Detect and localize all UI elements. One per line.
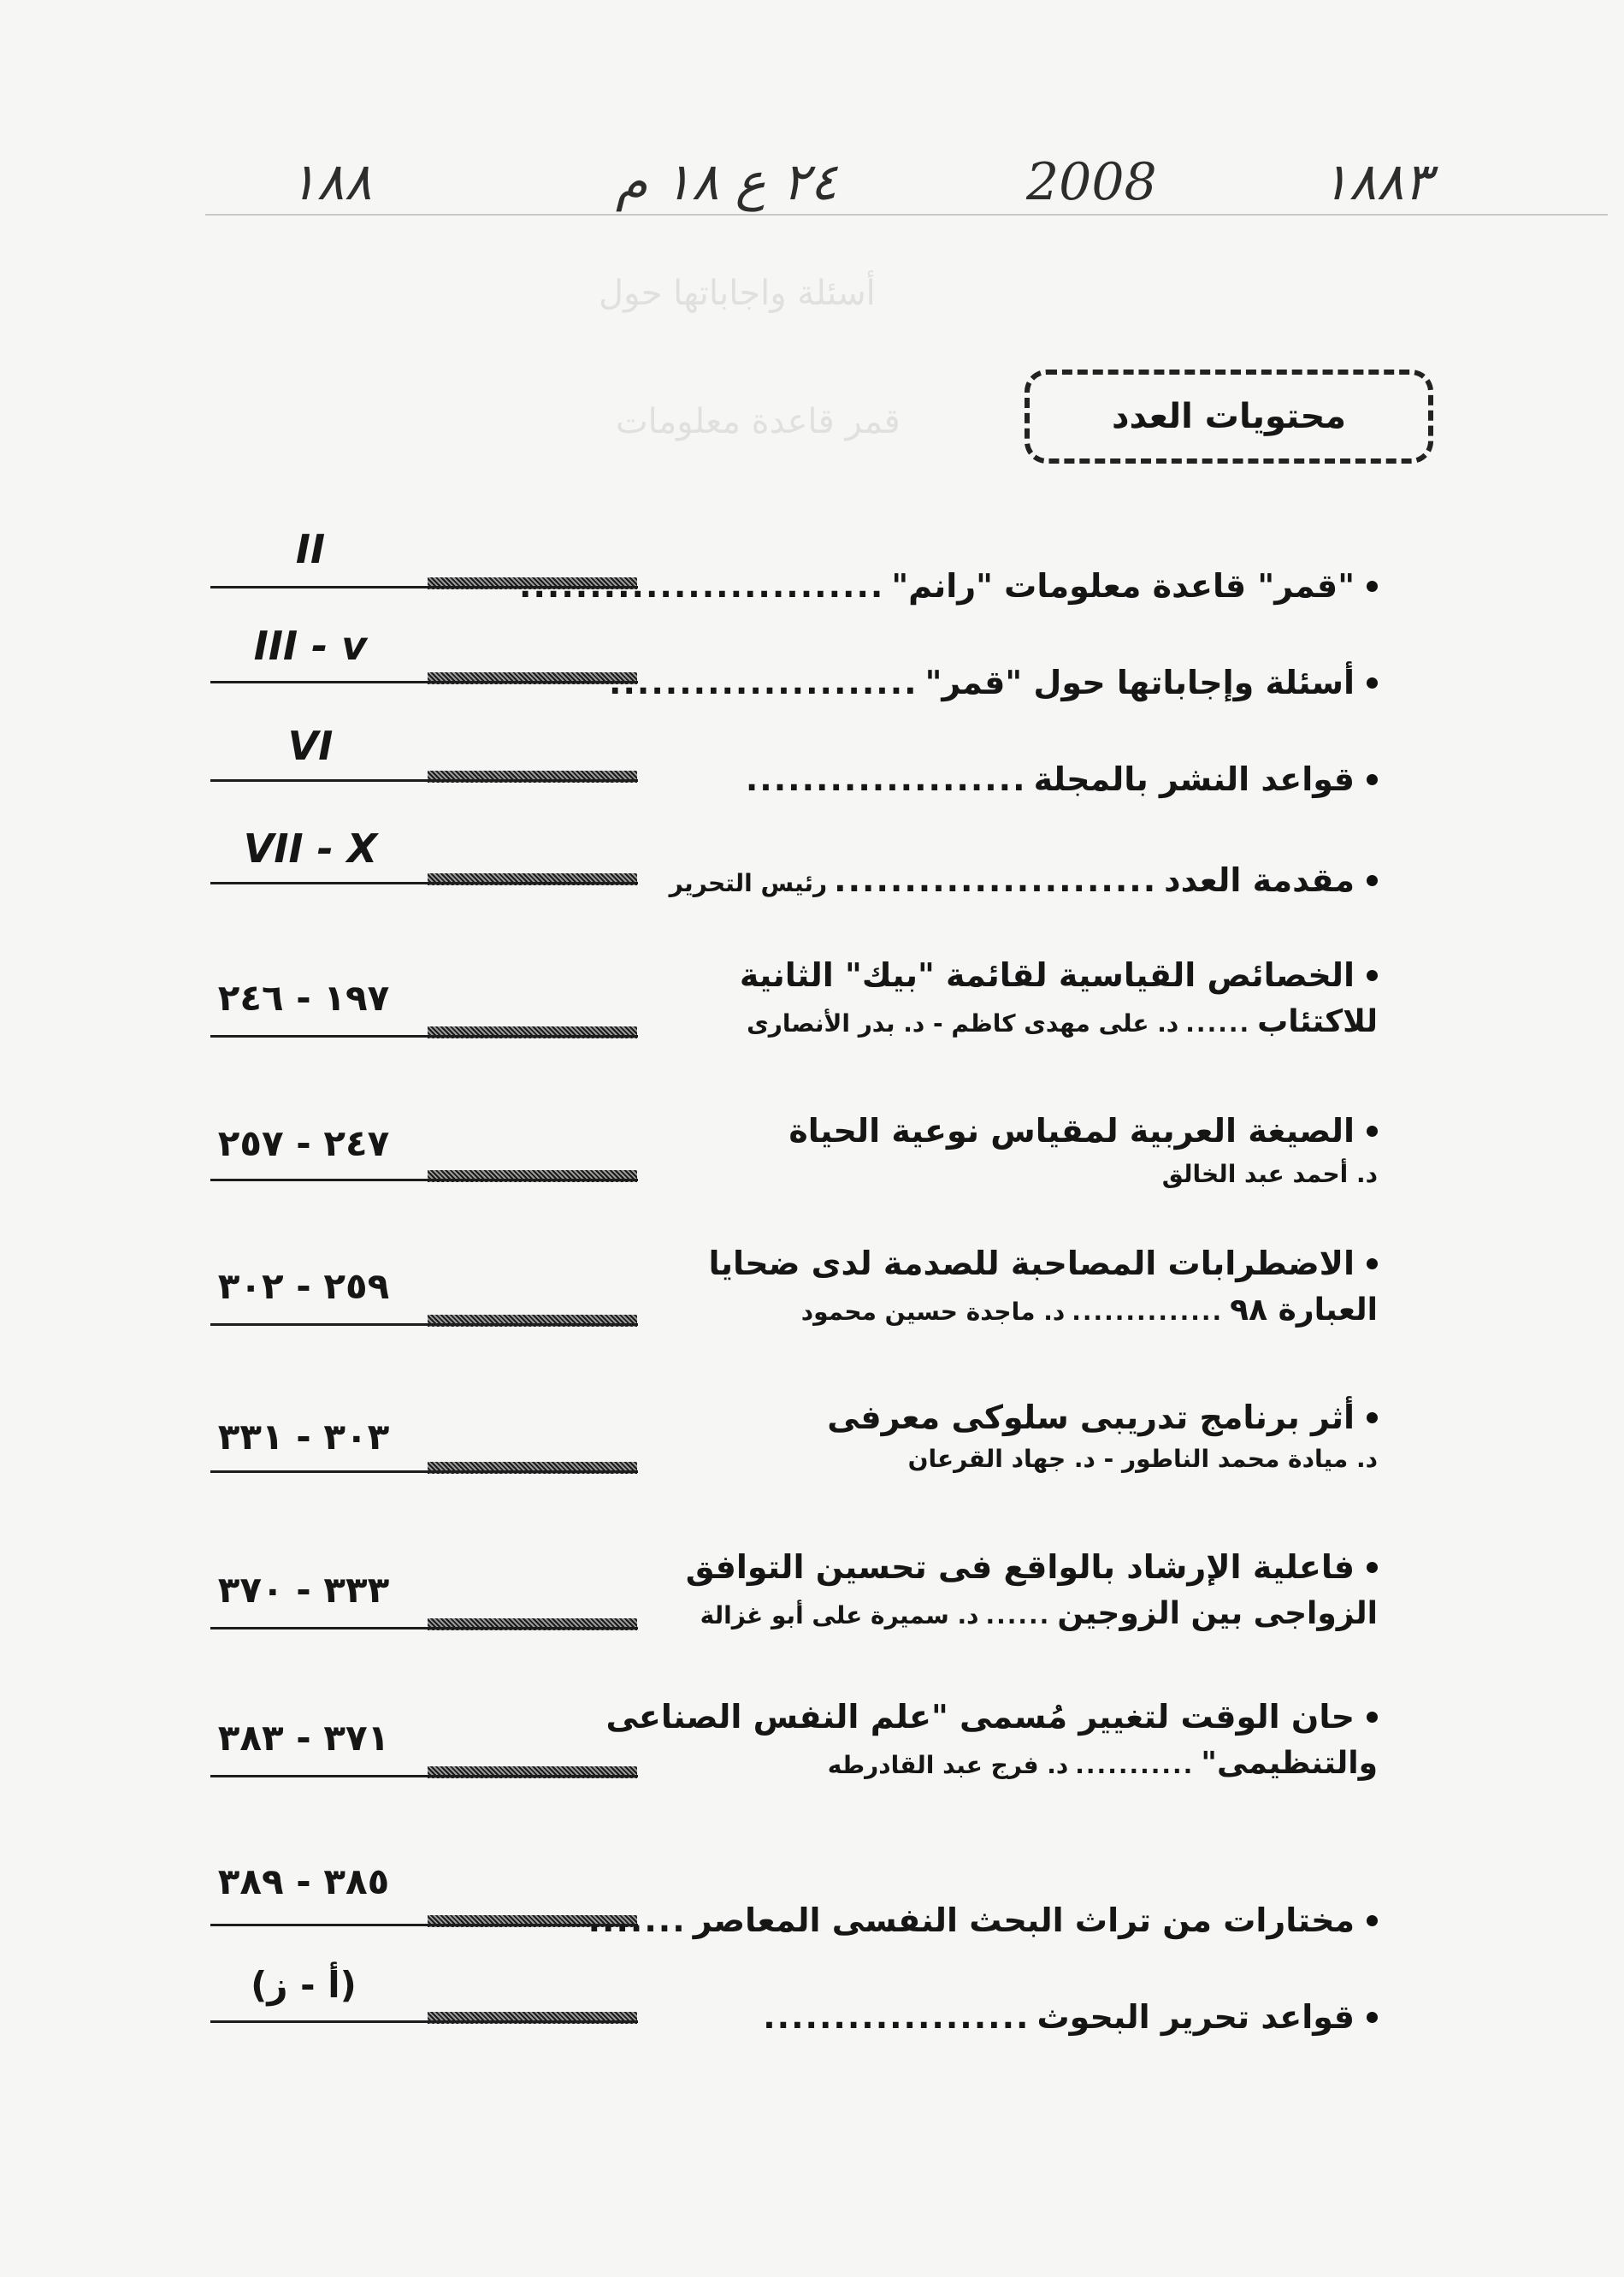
handwritten-number-left: ١٨٨ xyxy=(289,152,372,212)
page-title: محتويات العدد xyxy=(1111,397,1347,436)
page-range: II xyxy=(295,526,326,572)
bullet-icon xyxy=(1367,875,1378,886)
entry-rule xyxy=(210,882,638,884)
page-range: ٣٨٥ - ٣٨٩ xyxy=(217,1860,390,1902)
entry-author: د. فرج عبد القادرطه xyxy=(827,1751,1069,1779)
entry-rule xyxy=(210,1470,638,1473)
leader-dots: ...................... xyxy=(609,664,918,701)
handwritten-number-right: ١٨٨٣ xyxy=(1321,152,1432,212)
entry-rule xyxy=(210,681,638,683)
entry-title: مختارات من تراث البحث النفسى المعاصر xyxy=(693,1901,1355,1939)
entry-rule xyxy=(210,1179,638,1181)
entry-title-line xyxy=(709,1245,1379,1282)
bleed-through-text: أسئلة واجاباتها حول xyxy=(599,274,876,313)
title-box xyxy=(1025,370,1433,464)
entry-author-line xyxy=(801,1292,1378,1328)
entry-author-line xyxy=(908,1445,1378,1473)
entry-title-continued: والتنظيمى" xyxy=(1201,1746,1378,1781)
entry-title: أسئلة وإجاباتها حول "قمر" xyxy=(924,664,1355,701)
entry-author: د. سميرة على أبو غزالة xyxy=(700,1601,979,1629)
entry-title: الاضطرابات المصاحبة للصدمة لدى ضحايا xyxy=(708,1245,1355,1282)
leader-dots: ........... xyxy=(1075,1751,1195,1779)
leader-dots: ...... xyxy=(1185,1009,1251,1038)
entry-rule xyxy=(210,1323,638,1326)
page-range: ٢٥٩ - ٣٠٢ xyxy=(217,1265,390,1307)
page-range: VII - X xyxy=(243,825,378,872)
entry-title-continued: للاكتئاب xyxy=(1257,1004,1378,1039)
bleed-through-text: قمر قاعدة معلومات xyxy=(616,402,901,441)
entry-title-line xyxy=(740,956,1378,994)
leader-dots: ................... xyxy=(763,1998,1031,2036)
leader-dots: .................... xyxy=(745,760,1027,798)
page-range: VI xyxy=(287,723,334,769)
entry-title: الخصائص القياسية لقائمة "بيك" الثانية xyxy=(739,956,1355,994)
entry-author: رئيس التحرير xyxy=(669,869,828,897)
entry-title: مقدمة العدد xyxy=(1164,861,1355,899)
page-range: ٣٧١ - ٣٨٣ xyxy=(217,1717,390,1759)
bullet-icon xyxy=(1367,1126,1378,1137)
bullet-icon xyxy=(1367,1915,1378,1926)
entry-rule xyxy=(210,1627,638,1629)
entry-title: قواعد النشر بالمجلة xyxy=(1033,760,1355,798)
page-range: (أ - ز) xyxy=(251,1964,357,2006)
page-range: ٢٤٧ - ٢٥٧ xyxy=(217,1122,390,1164)
entry-author-line xyxy=(828,1746,1378,1781)
entry-author-line xyxy=(1162,1160,1378,1188)
header-rule xyxy=(205,214,1608,216)
entry-title: فاعلية الإرشاد بالواقع فى تحسين التوافق xyxy=(685,1548,1355,1586)
entry-title-line xyxy=(788,1112,1378,1150)
entry-title-line xyxy=(602,664,1378,701)
page-range: ٣٣٣ - ٣٧٠ xyxy=(217,1569,390,1611)
entry-title: الصيغة العربية لمقياس نوعية الحياة xyxy=(788,1112,1355,1150)
bullet-icon xyxy=(1367,677,1378,689)
leader-dots: .......................... xyxy=(519,567,885,605)
entry-author-line xyxy=(747,1004,1378,1039)
entry-rule xyxy=(210,2020,638,2023)
entry-title: أثر برنامج تدريبى سلوكى معرفى xyxy=(827,1399,1355,1436)
entry-rule xyxy=(210,1924,638,1926)
entry-author: د. على مهدى كاظم - د. بدر الأنصارى xyxy=(747,1009,1179,1038)
entry-title-line xyxy=(686,1548,1378,1586)
entry-title: "قمر" قاعدة معلومات "رانم" xyxy=(891,567,1355,605)
handwritten-year: 2008 xyxy=(1026,152,1157,212)
leader-dots: ....................... xyxy=(834,861,1158,899)
bullet-icon xyxy=(1367,1258,1378,1269)
bullet-icon xyxy=(1367,970,1378,981)
entry-title-line xyxy=(756,1998,1378,2036)
entry-title-line xyxy=(670,861,1378,899)
leader-dots: .............. xyxy=(1072,1298,1224,1326)
entry-title: قواعد تحرير البحوث xyxy=(1036,1998,1355,2036)
entry-title-line xyxy=(739,760,1378,798)
handwritten-date: ٢٤ ع ١٨ م xyxy=(616,152,838,212)
entry-rule xyxy=(210,1775,638,1777)
entry-rule xyxy=(210,1035,638,1038)
leader-dots: ....... xyxy=(588,1901,687,1939)
bullet-icon xyxy=(1367,774,1378,785)
bullet-icon xyxy=(1367,1412,1378,1423)
bullet-icon xyxy=(1367,1712,1378,1723)
entry-title-line xyxy=(512,567,1378,605)
entry-author: د. ماجدة حسين محمود xyxy=(800,1298,1066,1326)
entry-title-line xyxy=(827,1399,1378,1436)
bullet-icon xyxy=(1367,2012,1378,2023)
bullet-icon xyxy=(1367,1562,1378,1573)
entry-title-continued: الزواجى بين الزوجين xyxy=(1057,1596,1378,1631)
page-range: ١٩٧ - ٢٤٦ xyxy=(217,977,390,1019)
entry-title-line xyxy=(582,1901,1378,1939)
entry-author-line xyxy=(700,1596,1378,1631)
leader-dots: ...... xyxy=(985,1601,1051,1629)
page-range: ٣٠٣ - ٣٣١ xyxy=(217,1416,390,1458)
bullet-icon xyxy=(1367,581,1378,592)
entry-title: حان الوقت لتغيير مُسمى "علم النفس الصناعى xyxy=(605,1698,1355,1736)
entry-title-continued: العبارة ٩٨ xyxy=(1230,1292,1378,1328)
entry-author: د. ميادة محمد الناطور - د. جهاد القرعان xyxy=(907,1445,1378,1473)
entry-author: د. أحمد عبد الخالق xyxy=(1161,1160,1378,1188)
page-range: III - v xyxy=(253,623,368,669)
entry-title-line xyxy=(605,1698,1378,1736)
entry-rule xyxy=(210,779,638,782)
